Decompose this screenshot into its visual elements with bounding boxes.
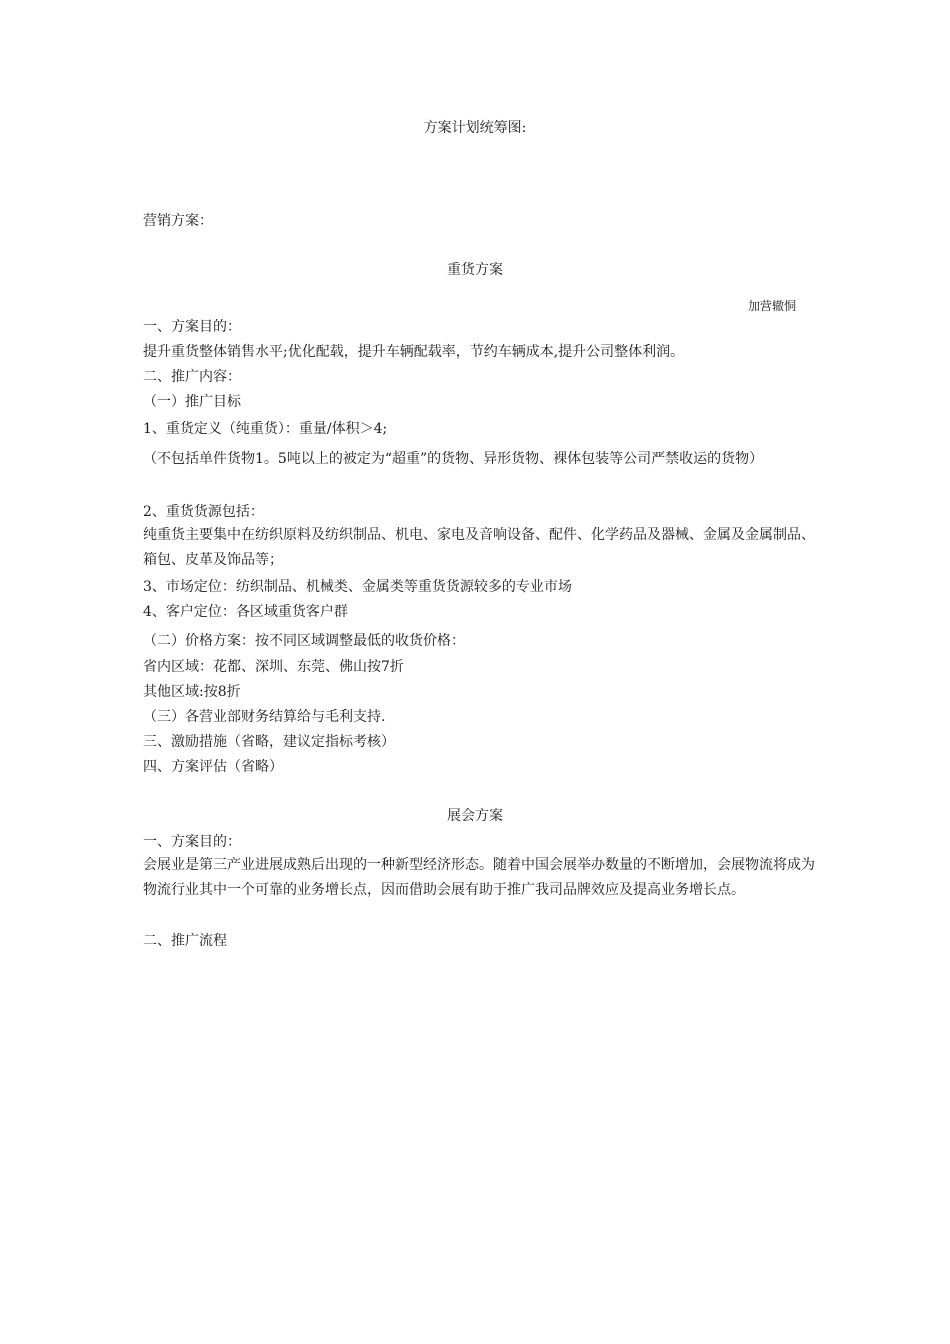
heavy-cargo-title: 重货方案: [447, 262, 503, 278]
heavy-item1: 1、重货定义（纯重货）：重量/体积＞4;: [143, 421, 388, 437]
exhibition-sec2-title: 二、推广流程: [143, 933, 227, 949]
heavy-item2: 2、重货货源包括：: [143, 504, 264, 520]
heavy-item3: 3、市场定位：纺织制品、机械类、金属类等重货货源较多的专业市场: [143, 579, 572, 595]
heavy-sec3-title: 三、激励措施（省略，建议定指标考核）: [143, 734, 395, 750]
heavy-sec2-title: 二、推广内容：: [143, 369, 241, 385]
heavy-sub3-title: （三）各营业部财务结算给与毛利支持.: [143, 709, 386, 725]
heavy-sub2-title: （二）价格方案：按不同区域调整最低的收货价格：: [143, 633, 465, 649]
signature-text: 加营辙恫: [748, 299, 797, 313]
heavy-sec1-title: 一、方案目的：: [143, 319, 241, 335]
heavy-region2: 其他区域:按8折: [143, 684, 241, 700]
marketing-heading: 营销方案：: [143, 213, 213, 229]
exhibition-title: 展会方案: [447, 808, 503, 824]
heavy-region1: 省内区域：花都、深圳、东莞、佛山按7折: [143, 659, 404, 675]
heavy-item1-note: （不包括单件货物1。5吨以上的被定为“超重”的货物、异形货物、裸体包装等公司严禁收运的货物）: [143, 451, 764, 467]
heavy-sub1-title: （一）推广目标: [143, 394, 241, 410]
heavy-item2-text: 纯重货主要集中在纺织原料及纺织制品、机电、家电及音响设备、配件、化学药品及器械、金属及金属制品、箱包、皮革及饰品等；: [143, 527, 815, 568]
heavy-sec4-title: 四、方案评估（省略）: [143, 759, 283, 775]
heavy-item4: 4、客户定位：各区域重货客户群: [143, 604, 348, 620]
main-title: 方案计划统筹图:: [423, 120, 527, 136]
exhibition-sec1-title: 一、方案目的：: [143, 834, 241, 850]
exhibition-sec1-text: 会展业是第三产业进展成熟后出现的一种新型经济形态。随着中国会展举办数量的不断增加，会展物流将成为物流行业其中一个可靠的业务增长点，因而借助会展有助于推广我司品牌效应及提高业务增长点。: [143, 857, 815, 898]
heavy-sec1-text: 提升重货整体销售水平;优化配载，提升车辆配载率，节约车辆成本,提升公司整体利润。: [143, 344, 685, 360]
